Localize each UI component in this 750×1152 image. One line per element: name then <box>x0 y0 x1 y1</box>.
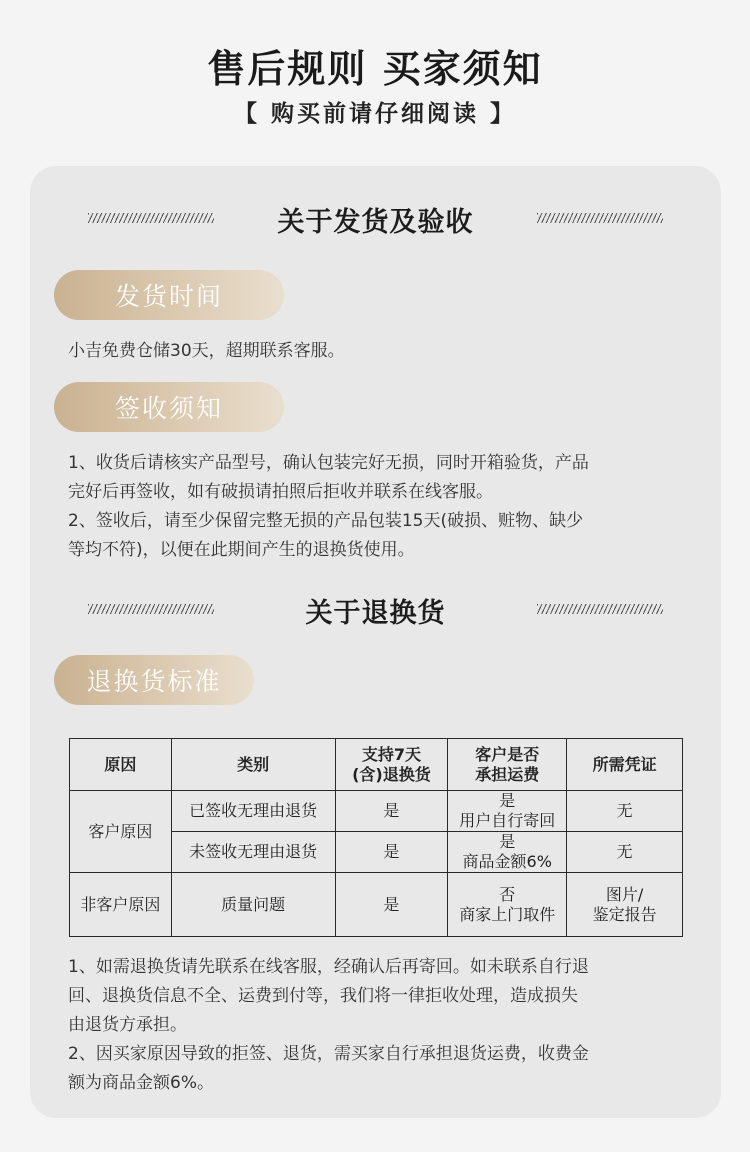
reason-cell: 非客户原因 <box>70 873 172 937</box>
support-cell: 是 <box>335 832 448 873</box>
section-title-shipping: 关于发货及验收 <box>277 207 474 238</box>
section-title-returns: 关于退换货 <box>305 598 446 629</box>
receipt-notice-badge: 签收须知 <box>54 382 284 432</box>
table-header-cell: 客户是否 承担运费 <box>448 739 567 791</box>
proof-cell: 无 <box>567 832 683 873</box>
table-row <box>70 873 683 937</box>
category-cell: 未签收无理由退货 <box>171 832 335 873</box>
table-row <box>70 791 683 832</box>
shipping-time-text: 小吉免费仓储30天，超期联系客服。 <box>68 341 345 361</box>
decorative-hatch-right <box>537 213 663 223</box>
return-notes-text: 1、如需退换货请先联系在线客服，经确认后再寄回。如未联系自行退 回、退换货信息不全、运费到付等，我们将一律拒收处理，造成损失 由退货方承担。 2、因买家原因导致的拒签、退货，需买家自行承担退货运费，收费金 额为商品金额6%。 <box>68 957 589 1093</box>
freight-cell: 否 商家上门取件 <box>448 873 567 937</box>
support-cell: 是 <box>335 873 448 937</box>
support-cell: 是 <box>335 791 448 832</box>
table-header-cell: 原因 <box>70 739 172 791</box>
return-policy-table <box>69 738 683 937</box>
return-standard-badge: 退换货标准 <box>54 655 254 705</box>
proof-cell: 图片/ 鉴定报告 <box>567 873 683 937</box>
table-header-cell: 支持7天 (含)退换货 <box>335 739 448 791</box>
page-title: 售后规则 买家须知 <box>207 47 543 91</box>
decorative-hatch-right <box>537 604 663 614</box>
page-subtitle: 【 购买前请仔细阅读 】 <box>233 101 516 127</box>
category-cell: 质量问题 <box>171 873 335 937</box>
table-header-cell: 所需凭证 <box>567 739 683 791</box>
category-cell: 已签收无理由退货 <box>171 791 335 832</box>
proof-cell: 无 <box>567 791 683 832</box>
table-header-cell: 类别 <box>171 739 335 791</box>
freight-cell: 是 商品金额6% <box>448 832 567 873</box>
freight-cell: 是 用户自行寄回 <box>448 791 567 832</box>
table-header-row <box>70 739 683 791</box>
reason-cell: 客户原因 <box>70 791 172 873</box>
receipt-notice-text: 1、收货后请核实产品型号，确认包装完好无损，同时开箱验货，产品 完好后再签收，如有破损请拍照后拒收并联系在线客服。 2、签收后，请至少保留完整无损的产品包装15天(破损、赃物、缺少 等均不符)，以便在此期间产生的退换货使用。 <box>68 453 589 560</box>
shipping-time-badge: 发货时间 <box>54 270 284 320</box>
